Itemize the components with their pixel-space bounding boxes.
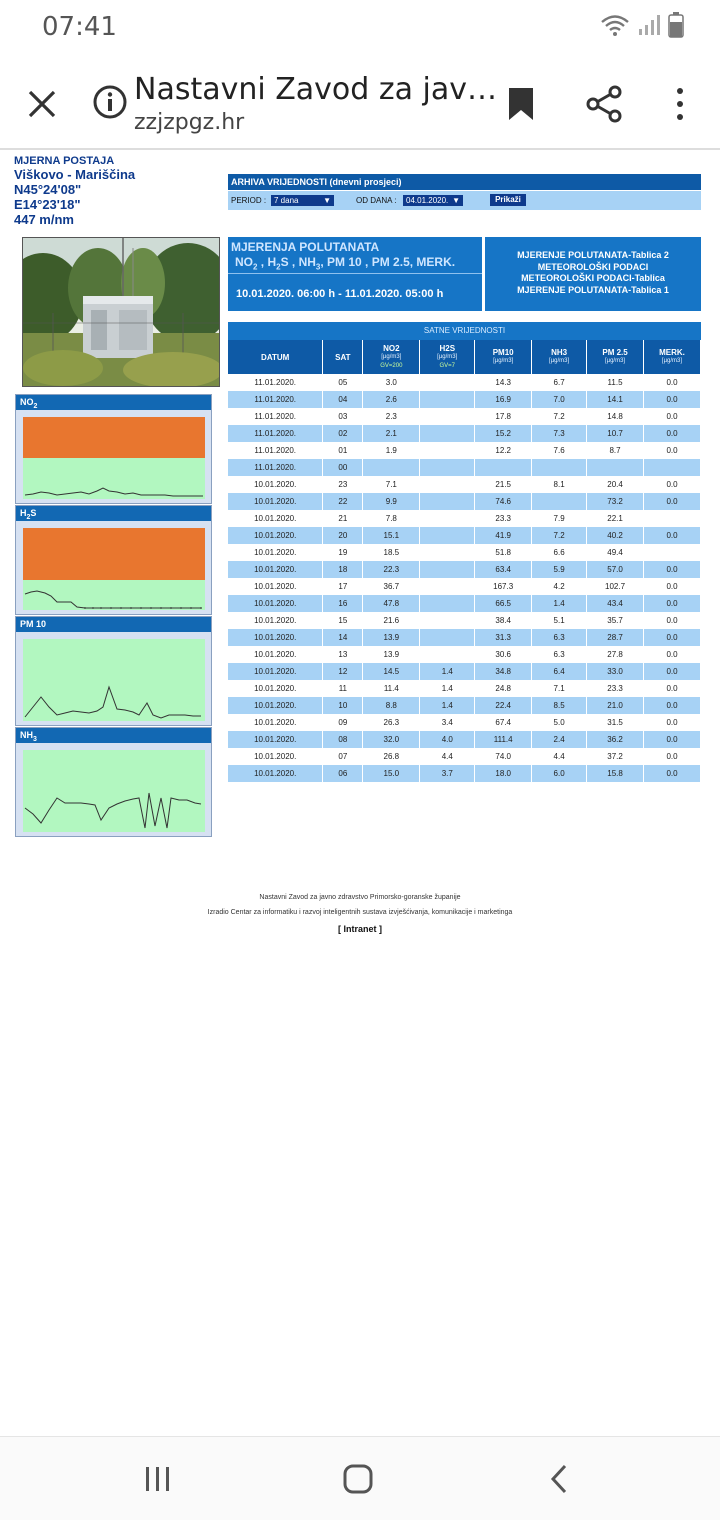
system-nav-bar [0,1436,720,1520]
table-cell [420,476,475,493]
table-cell: 8.8 [363,697,420,714]
table-cell: 18 [323,561,363,578]
table-cell: 22.1 [587,510,644,527]
link-pollutants-table-2[interactable]: MJERENJE POLUTANATA-Tablica 2 [517,250,669,260]
table-cell: 0.0 [644,442,701,459]
table-row [228,595,701,612]
table-cell: 18.0 [475,765,532,782]
measurement-range: 10.01.2020. 06:00 h - 11.01.2020. 05:00 h [236,288,444,300]
table-cell: 14.8 [587,408,644,425]
table-row [228,578,701,595]
table-row [228,544,701,561]
table-cell [475,459,532,476]
table-cell: 0.0 [644,408,701,425]
nh3-chart-panel [15,727,212,837]
table-cell: 10.01.2020. [228,493,323,510]
table-cell: 15 [323,612,363,629]
table-cell: 16.9 [475,391,532,408]
table-cell: 3.4 [420,714,475,731]
table-row [228,459,701,476]
footer-institution: Nastavni Zavod za javno zdravstvo Primorsko-goranske županije [259,894,461,901]
table-cell: 2.1 [363,425,420,442]
h2s-chart [21,526,207,610]
table-cell: 28.7 [587,629,644,646]
table-cell: 24.8 [475,680,532,697]
table-cell: 02 [323,425,363,442]
table-cell [420,425,475,442]
table-cell: 4.4 [420,748,475,765]
report-links [485,237,701,311]
close-icon[interactable] [22,84,62,124]
table-cell: 05 [323,374,363,391]
table-cell: 0.0 [644,476,701,493]
table-cell: 09 [323,714,363,731]
link-meteo-data[interactable]: METEOROLOŠKI PODACI [537,261,649,272]
table-cell: 1.4 [532,595,587,612]
table-cell: 7.9 [532,510,587,527]
pm10-chart-title: PM 10 [16,617,211,632]
status-icons [600,12,684,38]
table-cell: 4.0 [420,731,475,748]
table-cell: 23 [323,476,363,493]
signal-icon [638,13,660,37]
table-cell: 22.3 [363,561,420,578]
table-cell: 20 [323,527,363,544]
table-row [228,612,701,629]
table-cell: 43.4 [587,595,644,612]
table-cell: 7.1 [532,680,587,697]
table-cell: 10.01.2020. [228,595,323,612]
table-cell: 167.3 [475,578,532,595]
station-name: Viškovo - Mariščina [14,167,136,182]
col-nh3: NH3 [µg/m3] [532,340,587,374]
table-cell: 04 [323,391,363,408]
table-cell: 0.0 [644,731,701,748]
from-date-label: OD DANA : [356,196,397,205]
table-row [228,408,701,425]
table-cell: 74.6 [475,493,532,510]
period-label: PERIOD : [231,196,267,205]
table-cell: 74.0 [475,748,532,765]
table-cell: 15.0 [363,765,420,782]
table-cell: 10.01.2020. [228,680,323,697]
table-cell: 0.0 [644,629,701,646]
hourly-values-title: SATNE VRIJEDNOSTI [228,322,701,340]
table-cell [420,374,475,391]
table-cell: 31.3 [475,629,532,646]
table-cell: 0.0 [644,680,701,697]
pm10-chart-panel [15,616,212,726]
table-cell: 8.7 [587,442,644,459]
table-cell: 03 [323,408,363,425]
table-cell: 37.2 [587,748,644,765]
table-row [228,714,701,731]
table-cell: 6.3 [532,629,587,646]
table-cell: 21.5 [475,476,532,493]
table-row [228,680,701,697]
table-cell [532,459,587,476]
table-row [228,663,701,680]
table-cell: 66.5 [475,595,532,612]
table-cell [420,527,475,544]
table-cell: 3.0 [363,374,420,391]
table-cell: 0.0 [644,493,701,510]
table-cell: 12.2 [475,442,532,459]
table-cell: 30.6 [475,646,532,663]
table-cell: 2.4 [532,731,587,748]
station-altitude: 447 m/nm [14,212,74,227]
col-no2: NO2 [µg/m3] GV=200 [363,340,420,374]
table-cell: 0.0 [644,527,701,544]
table-cell: 0.0 [644,425,701,442]
table-cell [532,493,587,510]
table-cell: 21.0 [587,697,644,714]
table-cell [420,595,475,612]
table-cell: 47.8 [363,595,420,612]
table-cell: 1.9 [363,442,420,459]
table-cell: 5.0 [532,714,587,731]
bookmark-icon[interactable] [506,86,536,122]
table-cell: 21.6 [363,612,420,629]
table-row [228,374,701,391]
page-url[interactable]: zzjzpgz.hr [134,110,245,135]
table-cell [363,459,420,476]
table-cell: 34.8 [475,663,532,680]
table-row [228,425,701,442]
table-cell: 10.01.2020. [228,731,323,748]
table-cell: 10.01.2020. [228,765,323,782]
table-cell: 10.01.2020. [228,612,323,629]
show-button[interactable]: Prikaži [490,194,526,206]
table-cell: 0.0 [644,612,701,629]
table-row [228,510,701,527]
table-cell: 12 [323,663,363,680]
table-cell [420,442,475,459]
table-cell: 40.2 [587,527,644,544]
table-cell: 13.9 [363,629,420,646]
table-cell [420,408,475,425]
table-cell: 15.1 [363,527,420,544]
table-cell: 11.01.2020. [228,459,323,476]
table-row [228,646,701,663]
table-cell [420,646,475,663]
station-info [14,155,224,227]
table-cell: 2.3 [363,408,420,425]
table-cell: 102.7 [587,578,644,595]
table-cell: 14 [323,629,363,646]
table-cell: 08 [323,731,363,748]
pm10-chart [21,637,207,721]
table-cell [644,510,701,527]
table-cell: 0.0 [644,595,701,612]
table-cell: 26.8 [363,748,420,765]
table-cell: 6.0 [532,765,587,782]
table-cell: 63.4 [475,561,532,578]
table-cell: 01 [323,442,363,459]
table-cell: 14.3 [475,374,532,391]
table-cell [420,510,475,527]
col-pm25: PM 2.5 [µg/m3] [587,340,644,374]
table-cell: 7.3 [532,425,587,442]
h2s-chart-panel [15,505,212,615]
table-row [228,731,701,748]
wifi-icon [600,13,630,37]
table-cell: 8.5 [532,697,587,714]
table-cell: 22 [323,493,363,510]
table-cell: 18.5 [363,544,420,561]
table-cell: 11.01.2020. [228,408,323,425]
h2s-chart-title: $H_2S$ [16,506,211,521]
table-cell: 6.4 [532,663,587,680]
period-select[interactable]: 7 dana ▼ [271,195,334,206]
table-cell: 8.1 [532,476,587,493]
recent-apps-icon[interactable] [138,1459,178,1499]
table-cell: 11.01.2020. [228,374,323,391]
col-merk: MERK. [µg/m3] [644,340,701,374]
filter-bar [228,191,701,210]
table-cell: 10.01.2020. [228,544,323,561]
status-time: 07:41 [42,12,117,42]
table-cell: 6.3 [532,646,587,663]
table-cell: 13 [323,646,363,663]
archive-title: ARHIVA VRIJEDNOSTI (dnevni prosjeci) [228,174,701,190]
status-bar [0,0,720,58]
table-cell: 13.9 [363,646,420,663]
table-cell: 7.6 [532,442,587,459]
col-h2s: H2S [µg/m3] GV=7 [420,340,475,374]
station-heading: MJERNA POSTAJA [14,155,115,167]
no2-chart-panel [15,394,212,504]
table-cell: 1.4 [420,663,475,680]
table-cell: 6.7 [532,374,587,391]
table-cell: 23.3 [475,510,532,527]
table-cell: 33.0 [587,663,644,680]
table-cell: 10.01.2020. [228,578,323,595]
station-longitude: E14°23'18" [14,197,81,212]
measurement-header [228,237,484,311]
table-cell: 57.0 [587,561,644,578]
table-cell: 4.2 [532,578,587,595]
table-cell: 73.2 [587,493,644,510]
table-cell: 41.9 [475,527,532,544]
info-icon[interactable] [92,84,128,120]
table-cell: 10.01.2020. [228,510,323,527]
table-cell: 11 [323,680,363,697]
table-cell [420,493,475,510]
table-cell: 27.8 [587,646,644,663]
table-cell: 10.7 [587,425,644,442]
table-cell: 16 [323,595,363,612]
station-latitude: N45°24'08" [14,182,82,197]
back-icon[interactable] [540,1459,580,1499]
table-cell: 1.4 [420,697,475,714]
table-cell: 17 [323,578,363,595]
table-cell: 9.9 [363,493,420,510]
table-cell [420,612,475,629]
table-cell [420,544,475,561]
table-cell: 10.01.2020. [228,714,323,731]
table-cell: 10.01.2020. [228,527,323,544]
table-cell: 7.0 [532,391,587,408]
table-row [228,493,701,510]
footer-credits: Izradio Centar za informatiku i razvoj inteligentnih sustava izvješćivanja, komunikacije i marketinga [207,909,513,916]
table-cell: 51.8 [475,544,532,561]
table-cell [420,629,475,646]
table-cell: 5.1 [532,612,587,629]
table-cell: 4.4 [532,748,587,765]
table-cell: 67.4 [475,714,532,731]
table-cell: 36.2 [587,731,644,748]
table-header-row [228,340,701,374]
no2-chart-title: $NO_2$ [16,395,211,410]
table-cell: 0.0 [644,578,701,595]
table-cell: 10.01.2020. [228,476,323,493]
table-row [228,629,701,646]
table-cell: 31.5 [587,714,644,731]
table-cell: 49.4 [587,544,644,561]
link-pollutants-table-1[interactable]: MJERENJE POLUTANATA-Tablica 1 [517,284,669,295]
table-cell: 0.0 [644,765,701,782]
measurement-pollutants: $NO_2$ , $H_2S$ , $NH_3$, PM 10 , PM 2.5, MERK. [235,255,456,272]
table-cell: 10.01.2020. [228,561,323,578]
table-row [228,476,701,493]
table-cell [420,391,475,408]
table-row [228,765,701,782]
no2-chart [21,415,207,499]
station-photo [22,237,220,387]
table-cell: 10.01.2020. [228,697,323,714]
table-cell: 0.0 [644,663,701,680]
battery-icon [668,12,684,38]
table-cell: 7.2 [532,408,587,425]
page-title: Nastavni Zavod za jav… [134,72,498,107]
table-cell: 7.1 [363,476,420,493]
measurement-title: MJERENJA POLUTANATA [231,240,380,254]
link-meteo-table[interactable]: METEOROLOŠKI PODACI-Tablica [521,273,665,283]
table-cell [644,459,701,476]
table-row [228,561,701,578]
table-cell: 7.8 [363,510,420,527]
table-cell: 10.01.2020. [228,646,323,663]
table-cell: 10.01.2020. [228,663,323,680]
table-cell [587,459,644,476]
table-cell: 11.5 [587,374,644,391]
table-cell: 32.0 [363,731,420,748]
table-cell: 3.7 [420,765,475,782]
table-row [228,748,701,765]
table-cell: 0.0 [644,748,701,765]
dropdown-arrow-icon: ▼ [452,196,460,205]
table-cell: 10.01.2020. [228,748,323,765]
table-cell [420,561,475,578]
table-cell: 0.0 [644,561,701,578]
table-row [228,442,701,459]
col-datum: DATUM [228,340,323,374]
table-cell: 2.6 [363,391,420,408]
table-cell: 0.0 [644,374,701,391]
col-pm10: PM10 [µg/m3] [475,340,532,374]
table-cell: 21 [323,510,363,527]
table-cell: 19 [323,544,363,561]
table-cell: 7.2 [532,527,587,544]
table-cell: 26.3 [363,714,420,731]
table-cell: 1.4 [420,680,475,697]
table-cell: 15.8 [587,765,644,782]
table-cell: 15.2 [475,425,532,442]
intranet-link[interactable]: [ Intranet ] [338,924,382,934]
table-cell: 17.8 [475,408,532,425]
table-cell: 36.7 [363,578,420,595]
table-cell: 10 [323,697,363,714]
table-cell: 0.0 [644,646,701,663]
table-cell: 07 [323,748,363,765]
table-cell: 35.7 [587,612,644,629]
table-cell: 14.5 [363,663,420,680]
table-cell [644,544,701,561]
table-cell: 6.6 [532,544,587,561]
table-cell: 111.4 [475,731,532,748]
from-date-select[interactable]: 04.01.2020. ▼ [403,195,463,206]
table-cell: 0.0 [644,697,701,714]
table-cell: 11.01.2020. [228,425,323,442]
browser-toolbar [0,58,720,150]
table-row [228,697,701,714]
home-icon[interactable] [338,1459,378,1499]
table-cell [420,459,475,476]
table-cell: 38.4 [475,612,532,629]
table-cell: 11.01.2020. [228,442,323,459]
col-sat: SAT [323,340,363,374]
table-cell: 0.0 [644,714,701,731]
table-cell: 06 [323,765,363,782]
table-body [228,374,701,782]
share-icon[interactable] [584,84,624,124]
table-cell: 0.0 [644,391,701,408]
table-cell: 11.01.2020. [228,391,323,408]
nh3-chart-title: $NH_3$ [16,728,211,743]
table-cell: 00 [323,459,363,476]
table-row [228,527,701,544]
nh3-chart [21,748,207,832]
table-cell: 11.4 [363,680,420,697]
table-cell: 20.4 [587,476,644,493]
table-cell: 10.01.2020. [228,629,323,646]
more-options-icon[interactable] [668,84,692,124]
table-cell: 23.3 [587,680,644,697]
table-row [228,391,701,408]
hourly-values-table [228,340,701,782]
table-cell [420,578,475,595]
table-cell: 22.4 [475,697,532,714]
table-cell: 5.9 [532,561,587,578]
dropdown-arrow-icon: ▼ [323,196,331,205]
divider [228,273,482,274]
table-cell: 14.1 [587,391,644,408]
